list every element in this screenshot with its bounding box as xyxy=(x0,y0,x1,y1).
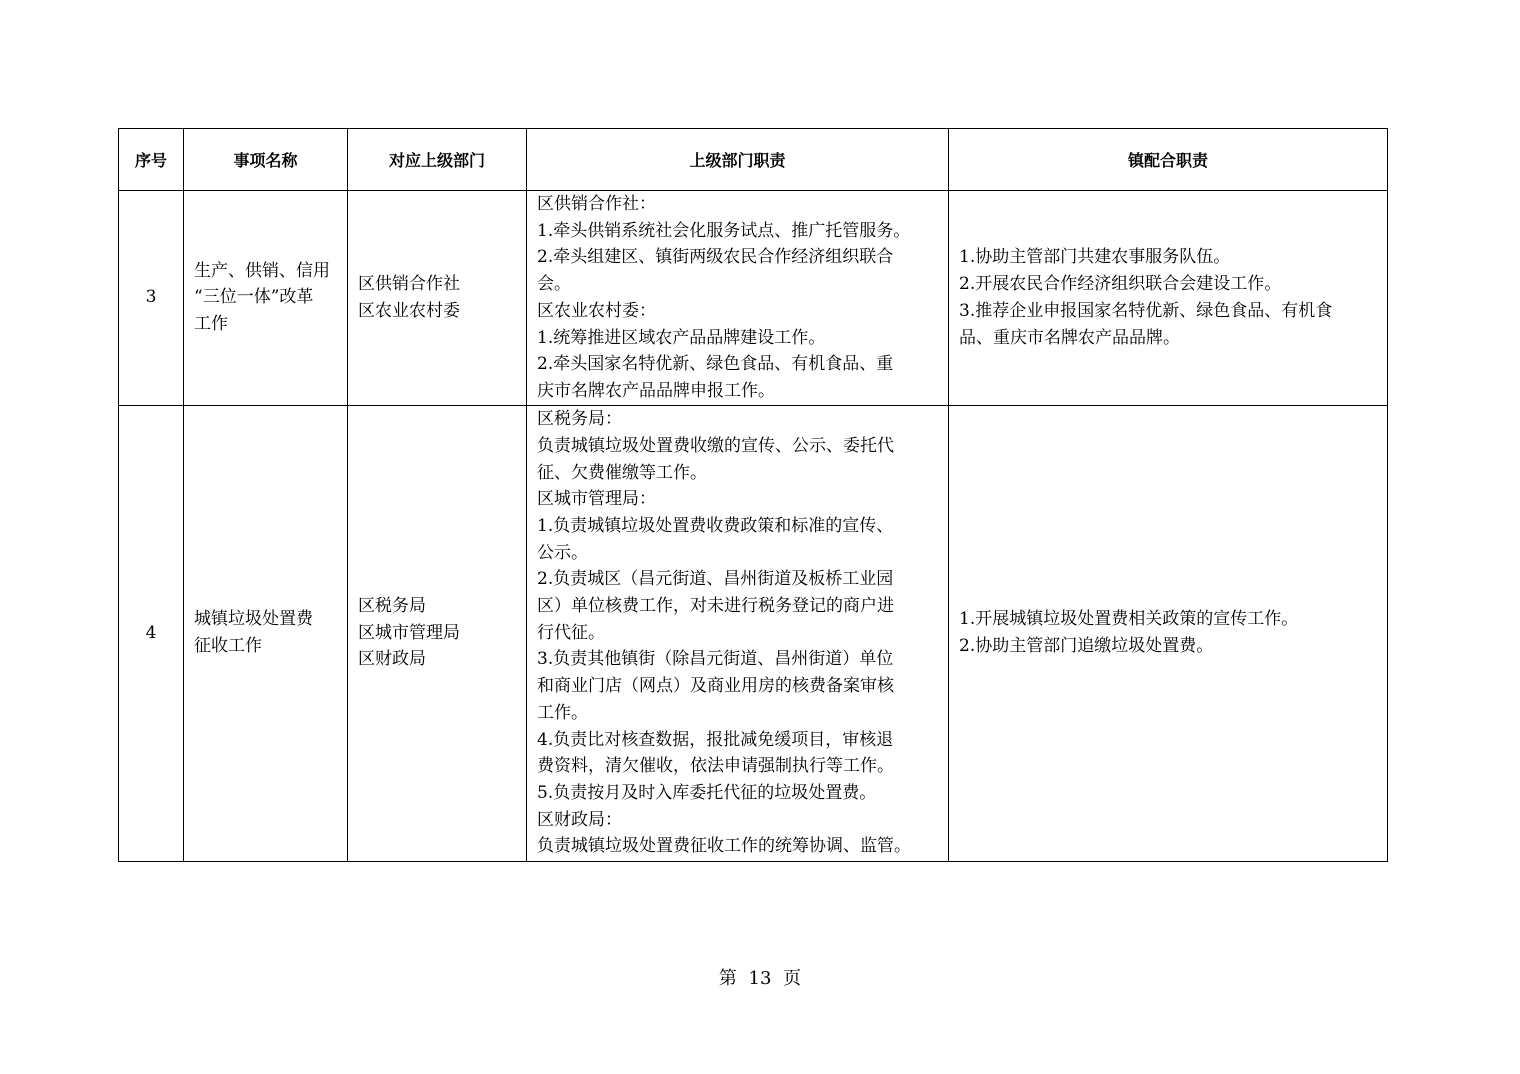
text-line: 区税务局 xyxy=(358,596,426,617)
text-line: 生产、供销、信用 xyxy=(194,260,330,281)
text-line: 区城市管理局： xyxy=(537,489,656,510)
header-upper-duty: 上级部门职责 xyxy=(527,129,949,191)
page-number: 第 13 页 xyxy=(718,968,802,989)
text-line: 行代征。 xyxy=(537,622,605,643)
row-seq: 3 xyxy=(119,191,184,406)
header-item-name: 事项名称 xyxy=(184,129,348,191)
text-line: 区供销合作社： xyxy=(537,194,656,214)
header-town-duty: 镇配合职责 xyxy=(949,129,1388,191)
text-line: 区农业农村委 xyxy=(358,300,460,321)
text-line: 区）单位核费工作，对未进行税务登记的商户进 xyxy=(537,596,894,617)
text-line: 2.开展农民合作经济组织联合会建设工作。 xyxy=(959,274,1282,295)
text-line: 2.牵头国家名特优新、绿色食品、有机食品、重 xyxy=(537,354,894,375)
row-upper-dept xyxy=(348,405,527,861)
row-town-duty xyxy=(949,191,1388,406)
text-line: 费资料，清欠催收，依法申请强制执行等工作。 xyxy=(537,756,894,777)
text-line: 2.牵头组建区、镇街两级农民合作经济组织联合 xyxy=(537,247,894,268)
text-line: 工作 xyxy=(194,314,228,335)
row-item-name xyxy=(184,191,348,406)
text-line: 会。 xyxy=(537,274,571,295)
text-line: 公示。 xyxy=(537,542,588,563)
row-town-duty xyxy=(949,405,1388,861)
text-line: 负责城镇垃圾处置费征收工作的统筹协调、监管。 xyxy=(537,836,911,857)
row-seq: 4 xyxy=(119,405,184,861)
text-line: 区税务局： xyxy=(537,409,622,430)
text-line: 1.牵头供销系统社会化服务试点、推广托管服务。 xyxy=(537,220,911,241)
text-line: 区农业农村委： xyxy=(537,300,656,321)
text-line: 区供销合作社 xyxy=(358,274,460,295)
text-line: 负责城镇垃圾处置费收缴的宣传、公示、委托代 xyxy=(537,435,894,456)
text-line: 征、欠费催缴等工作。 xyxy=(537,462,707,483)
header-upper-dept: 对应上级部门 xyxy=(348,129,527,191)
duty-table xyxy=(118,128,1388,862)
text-line: “三位一体”改革 xyxy=(194,287,314,308)
text-line: 区城市管理局 xyxy=(358,622,460,643)
text-line: 庆市名牌农产品品牌申报工作。 xyxy=(537,380,775,401)
table-row xyxy=(119,191,1388,406)
text-line: 1.统筹推进区域农产品品牌建设工作。 xyxy=(537,327,826,348)
text-line: 5.负责按月及时入库委托代征的垃圾处置费。 xyxy=(537,782,877,803)
text-line: 3.负责其他镇街（除昌元街道、昌州街道）单位 xyxy=(537,649,894,670)
text-line: 区财政局： xyxy=(537,809,622,830)
text-line: 1.负责城镇垃圾处置费收费政策和标准的宣传、 xyxy=(537,515,894,536)
row-item-name xyxy=(184,405,348,861)
text-line: 2.协助主管部门追缴垃圾处置费。 xyxy=(959,636,1214,657)
row-upper-duty xyxy=(527,405,949,861)
header-seq: 序号 xyxy=(119,129,184,191)
text-line: 城镇垃圾处置费 xyxy=(194,609,313,630)
text-line: 征收工作 xyxy=(194,636,262,657)
text-line: 区财政局 xyxy=(358,649,426,670)
text-line: 和商业门店（网点）及商业用房的核费备案审核 xyxy=(537,676,894,697)
text-line: 2.负责城区（昌元街道、昌州街道及板桥工业园 xyxy=(537,569,894,590)
table-header-row xyxy=(119,129,1388,191)
text-line: 品、重庆市名牌农产品品牌。 xyxy=(959,327,1180,348)
text-line: 工作。 xyxy=(537,702,588,723)
table-row xyxy=(119,405,1388,861)
text-line: 4.负责比对核查数据，报批减免缓项目，审核退 xyxy=(537,729,894,750)
text-line: 1.开展城镇垃圾处置费相关政策的宣传工作。 xyxy=(959,609,1299,630)
row-upper-duty xyxy=(527,191,949,406)
text-line: 1.协助主管部门共建农事服务队伍。 xyxy=(959,247,1231,268)
row-upper-dept xyxy=(348,191,527,406)
text-line: 3.推荐企业申报国家名特优新、绿色食品、有机食 xyxy=(959,300,1333,321)
